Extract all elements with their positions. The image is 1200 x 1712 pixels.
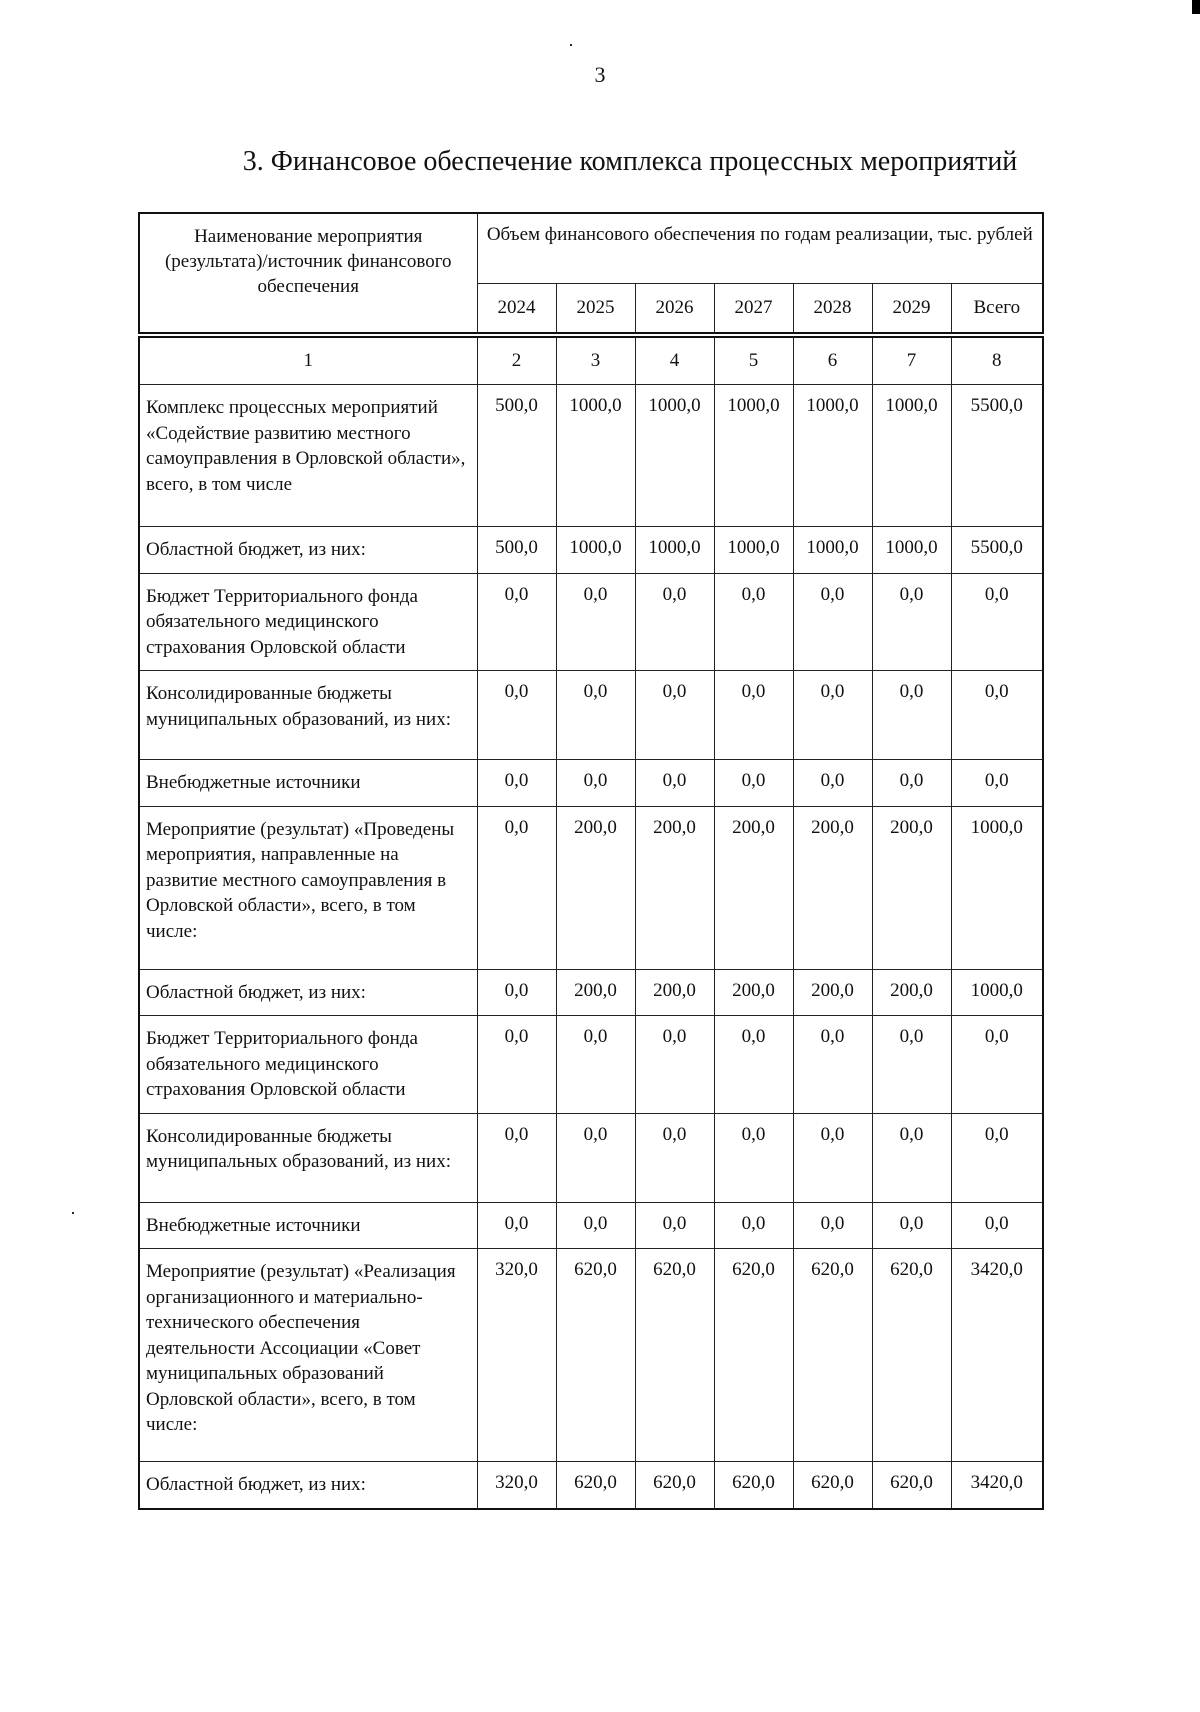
row-year-value: 200,0 — [872, 806, 951, 969]
row-year-value: 0,0 — [872, 1202, 951, 1249]
row-year-value: 0,0 — [872, 1113, 951, 1202]
row-year-value: 0,0 — [477, 760, 556, 807]
row-year-value: 0,0 — [714, 573, 793, 671]
row-total-value: 1000,0 — [951, 806, 1043, 969]
column-number-row — [139, 337, 1043, 385]
row-year-value: 200,0 — [635, 969, 714, 1016]
row-year-value: 200,0 — [793, 806, 872, 969]
row-total-value: 1000,0 — [951, 969, 1043, 1016]
scan-speck — [72, 1212, 74, 1214]
row-year-value: 0,0 — [635, 671, 714, 760]
row-total-value: 0,0 — [951, 760, 1043, 807]
row-year-value: 0,0 — [793, 1113, 872, 1202]
column-number: 2 — [477, 337, 556, 385]
row-year-value: 200,0 — [793, 969, 872, 1016]
row-name: Внебюджетные источники — [139, 760, 477, 807]
row-year-value: 1000,0 — [714, 527, 793, 574]
row-year-value: 0,0 — [793, 671, 872, 760]
row-year-value: 0,0 — [872, 760, 951, 807]
row-name: Комплекс процессных мероприятий «Содействие развитию местного самоуправления в Орловской области», всего, в том числе — [139, 385, 477, 527]
row-year-value: 200,0 — [872, 969, 951, 1016]
row-year-value: 0,0 — [714, 1113, 793, 1202]
row-total-value: 0,0 — [951, 1113, 1043, 1202]
row-year-value: 0,0 — [872, 671, 951, 760]
document-title: 3. Финансовое обеспечение комплекса процессных мероприятий — [242, 146, 1018, 177]
row-year-value: 0,0 — [556, 573, 635, 671]
scan-edge-mark — [1192, 0, 1200, 14]
header-year: 2025 — [556, 283, 635, 333]
row-year-value: 320,0 — [477, 1249, 556, 1462]
header-year: 2024 — [477, 283, 556, 333]
row-total-value: 5500,0 — [951, 385, 1043, 527]
row-year-value: 620,0 — [556, 1249, 635, 1462]
row-year-value: 620,0 — [635, 1462, 714, 1509]
header-year: 2028 — [793, 283, 872, 333]
row-year-value: 0,0 — [793, 573, 872, 671]
row-year-value: 0,0 — [872, 1016, 951, 1114]
row-year-value: 1000,0 — [635, 385, 714, 527]
table-row — [139, 806, 1043, 969]
row-year-value: 620,0 — [872, 1249, 951, 1462]
row-year-value: 320,0 — [477, 1462, 556, 1509]
row-year-value: 1000,0 — [556, 527, 635, 574]
row-name: Областной бюджет, из них: — [139, 1462, 477, 1509]
table-row — [139, 969, 1043, 1016]
row-total-value: 0,0 — [951, 573, 1043, 671]
row-year-value: 0,0 — [635, 1016, 714, 1114]
table-row — [139, 527, 1043, 574]
row-year-value: 200,0 — [556, 969, 635, 1016]
row-year-value: 0,0 — [635, 573, 714, 671]
row-year-value: 200,0 — [556, 806, 635, 969]
row-total-value: 0,0 — [951, 1202, 1043, 1249]
row-year-value: 200,0 — [714, 806, 793, 969]
funding-table — [138, 336, 1044, 1510]
row-year-value: 0,0 — [714, 671, 793, 760]
row-name: Мероприятие (результат) «Проведены мероприятия, направленные на развитие местного самоуправления в Орловской области», всего, в том числе: — [139, 806, 477, 969]
row-total-value: 3420,0 — [951, 1462, 1043, 1509]
header-funding-span: Объем финансового обеспечения по годам реализации, тыс. рублей — [477, 213, 1043, 283]
row-year-value: 0,0 — [477, 671, 556, 760]
row-year-value: 0,0 — [477, 573, 556, 671]
row-year-value: 200,0 — [714, 969, 793, 1016]
table-row — [139, 385, 1043, 527]
header-year: 2027 — [714, 283, 793, 333]
row-name: Бюджет Территориального фонда обязательного медицинского страхования Орловской области — [139, 573, 477, 671]
row-year-value: 0,0 — [477, 969, 556, 1016]
row-name: Бюджет Территориального фонда обязательного медицинского страхования Орловской области — [139, 1016, 477, 1114]
column-number: 1 — [139, 337, 477, 385]
row-year-value: 1000,0 — [714, 385, 793, 527]
row-year-value: 620,0 — [714, 1462, 793, 1509]
header-year: 2029 — [872, 283, 951, 333]
column-number: 5 — [714, 337, 793, 385]
row-year-value: 0,0 — [477, 1016, 556, 1114]
row-year-value: 500,0 — [477, 385, 556, 527]
row-year-value: 620,0 — [793, 1462, 872, 1509]
row-name: Мероприятие (результат) «Реализация организационного и материально-технического обеспечения деятельности Ассоциации «Совет муниципальных образований Орловской области», всего, в том числе: — [139, 1249, 477, 1462]
row-year-value: 0,0 — [556, 1113, 635, 1202]
row-year-value: 620,0 — [872, 1462, 951, 1509]
row-year-value: 1000,0 — [793, 385, 872, 527]
row-year-value: 0,0 — [872, 573, 951, 671]
row-year-value: 1000,0 — [793, 527, 872, 574]
row-year-value: 0,0 — [556, 671, 635, 760]
column-number: 4 — [635, 337, 714, 385]
row-year-value: 0,0 — [635, 760, 714, 807]
scan-speck — [570, 44, 572, 46]
table-row — [139, 760, 1043, 807]
row-year-value: 0,0 — [793, 1202, 872, 1249]
row-year-value: 0,0 — [556, 1202, 635, 1249]
row-year-value: 0,0 — [556, 1016, 635, 1114]
row-name: Консолидированные бюджеты муниципальных образований, из них: — [139, 671, 477, 760]
row-total-value: 3420,0 — [951, 1249, 1043, 1462]
column-number: 3 — [556, 337, 635, 385]
table-row — [139, 671, 1043, 760]
row-name: Консолидированные бюджеты муниципальных образований, из них: — [139, 1113, 477, 1202]
column-number: 7 — [872, 337, 951, 385]
table-row — [139, 1113, 1043, 1202]
table-row — [139, 1462, 1043, 1509]
row-year-value: 200,0 — [635, 806, 714, 969]
row-year-value: 620,0 — [556, 1462, 635, 1509]
row-year-value: 620,0 — [714, 1249, 793, 1462]
column-number: 6 — [793, 337, 872, 385]
row-year-value: 0,0 — [714, 1016, 793, 1114]
row-year-value: 1000,0 — [556, 385, 635, 527]
header-name-column: Наименование мероприятия (результата)/источник финансового обеспечения — [139, 213, 477, 333]
table-row — [139, 1249, 1043, 1462]
row-name: Внебюджетные источники — [139, 1202, 477, 1249]
row-year-value: 0,0 — [477, 806, 556, 969]
row-year-value: 0,0 — [714, 1202, 793, 1249]
row-year-value: 0,0 — [477, 1113, 556, 1202]
header-total: Всего — [951, 283, 1043, 333]
row-year-value: 1000,0 — [872, 527, 951, 574]
row-year-value: 0,0 — [714, 760, 793, 807]
header-year: 2026 — [635, 283, 714, 333]
column-number: 8 — [951, 337, 1043, 385]
row-total-value: 5500,0 — [951, 527, 1043, 574]
row-year-value: 500,0 — [477, 527, 556, 574]
row-name: Областной бюджет, из них: — [139, 527, 477, 574]
row-year-value: 0,0 — [556, 760, 635, 807]
row-year-value: 0,0 — [793, 760, 872, 807]
row-year-value: 620,0 — [635, 1249, 714, 1462]
row-year-value: 1000,0 — [872, 385, 951, 527]
table-row — [139, 1202, 1043, 1249]
row-year-value: 0,0 — [635, 1202, 714, 1249]
row-total-value: 0,0 — [951, 671, 1043, 760]
table-row — [139, 1016, 1043, 1114]
row-year-value: 620,0 — [793, 1249, 872, 1462]
row-name: Областной бюджет, из них: — [139, 969, 477, 1016]
table-header — [138, 212, 1044, 334]
row-year-value: 1000,0 — [635, 527, 714, 574]
row-total-value: 0,0 — [951, 1016, 1043, 1114]
row-year-value: 0,0 — [477, 1202, 556, 1249]
table-row — [139, 573, 1043, 671]
page-number: 3 — [594, 62, 606, 87]
row-year-value: 0,0 — [793, 1016, 872, 1114]
row-year-value: 0,0 — [635, 1113, 714, 1202]
